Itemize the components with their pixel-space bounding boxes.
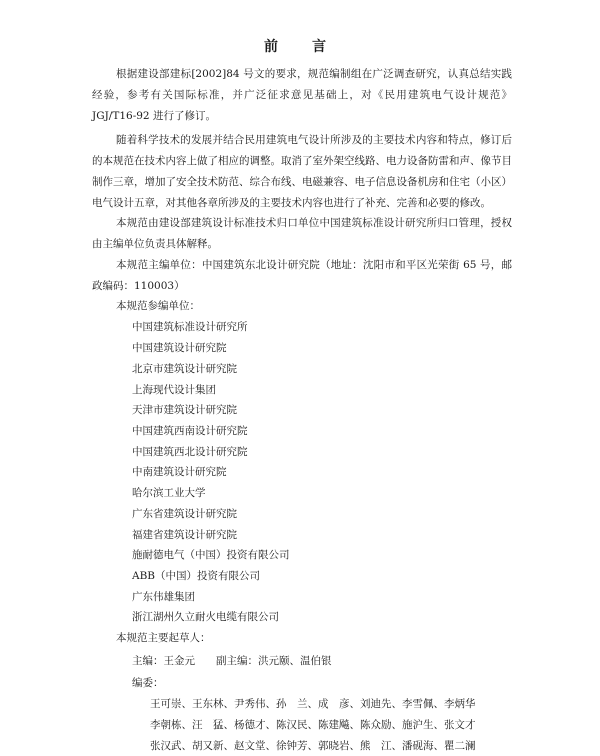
participant-unit: 中国建筑标准设计研究所 <box>132 321 248 333</box>
paragraph-4: 本规范主编单位：中国建筑东北设计研究院（地址：沈阳市和平区光荣街 65 号，邮政编码：110003） <box>92 259 512 292</box>
participant-unit: 中国建筑西北设计研究院 <box>132 446 248 458</box>
editors-line: 王可崇、王东林、尹秀伟、孙 兰、成 彦、刘迪先、李雪佩、李炳华 <box>150 698 476 710</box>
editors-line: 李朝栋、汪 猛、杨德才、陈汉民、陈建飚、陈众励、施沪生、张文才 <box>150 719 476 731</box>
paragraph-3: 本规范由建设部建筑设计标准技术归口单位中国建筑标准设计研究所归口管理，授权由主编单位负责具体解释。 <box>92 217 512 250</box>
participant-unit: 施耐德电气（中国）投资有限公司 <box>132 549 290 561</box>
participant-unit: 上海现代设计集团 <box>132 384 216 396</box>
participant-unit: 中南建筑设计研究院 <box>132 466 227 478</box>
participant-unit: 广东伟雄集团 <box>132 591 195 603</box>
participant-unit: ABB（中国）投资有限公司 <box>132 570 261 582</box>
participant-unit: 浙江湖州久立耐火电缆有限公司 <box>132 611 279 623</box>
participant-unit: 中国建筑西南设计研究院 <box>132 425 248 437</box>
editors-label: 编委： <box>132 677 164 689</box>
drafters-label: 本规范主要起草人： <box>116 632 211 644</box>
chief-editor-line: 主编：王金元 副主编：洪元颐、温伯银 <box>132 655 332 667</box>
editors-line: 张汉武、胡又新、赵文堂、徐钟芳、郭晓岩、熊 江、潘砚海、瞿二澜 <box>150 740 476 752</box>
participants-label: 本规范参编单位： <box>116 300 200 312</box>
participant-unit: 北京市建筑设计研究院 <box>132 363 237 375</box>
page-title: 前 言 <box>264 39 336 55</box>
participant-unit: 广东省建筑设计研究院 <box>132 508 237 520</box>
participant-unit: 天津市建筑设计研究院 <box>132 404 237 416</box>
paragraph-2: 随着科学技术的发展并结合民用建筑电气设计所涉及的主要技术内容和特点，修订后的本规范在技术内容上做了相应的调整。取消了室外架空线路、电力设备防雷和声、像节目制作三章，增加了安全技术防范、综合布线、电磁兼容、电子信息设备机房和住宅（小区）电气设计五章，对其他各章所涉及的主要技术内容也进行了补充、完善和必要的修改。 <box>92 134 512 209</box>
paragraph-1: 根据建设部建标[2002]84 号文的要求，规范编制组在广泛调查研究，认真总结实践经验，参考有关国际标准，并广泛征求意见基础上，对《民用建筑电气设计规范》JGJ/T16-92 进行了修订。 <box>92 68 512 122</box>
participant-unit: 哈尔滨工业大学 <box>132 487 206 499</box>
participant-unit: 中国建筑设计研究院 <box>132 342 227 354</box>
participant-unit: 福建省建筑设计研究院 <box>132 529 237 541</box>
